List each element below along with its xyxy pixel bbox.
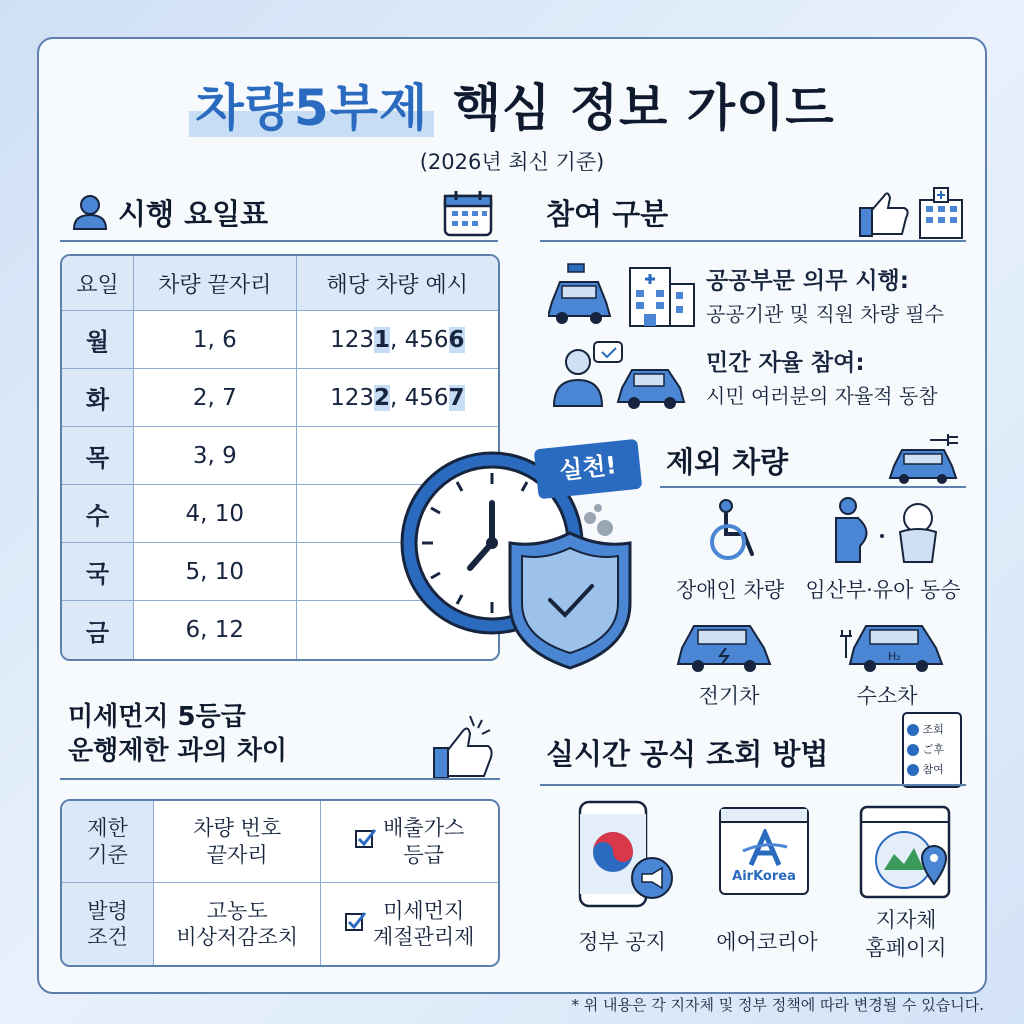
dust-heading [68, 700, 287, 768]
airkorea-logo-icon [721, 829, 807, 869]
cell-dust: 배출가스 등급 [321, 801, 498, 883]
checklist-icon: 조회 ご후 참여 [902, 712, 962, 788]
schedule-heading: 시행 요일표 [118, 197, 269, 231]
digits-cell: 2, 7 [134, 369, 297, 427]
plug-car-icon [888, 428, 966, 484]
checkbox-icon [355, 827, 377, 855]
day-cell: 국 [62, 543, 134, 601]
table-row [62, 369, 498, 427]
exclusions-rule [660, 486, 966, 488]
citizen-car-icon [548, 340, 698, 410]
cell-5bu: 차량 번호 끝자리 [154, 801, 321, 883]
public-title: 공공부문 의무 시행: [706, 268, 909, 294]
exclusions-heading: 제외 차량 [666, 445, 789, 479]
electric-car-icon [676, 614, 776, 672]
cell-dust: 미세먼지 계절관리제 [321, 883, 498, 965]
public-desc: 공공기관 및 직원 차량 필수 [706, 302, 944, 326]
day-cell: 화 [62, 369, 134, 427]
day-cell: 수 [62, 485, 134, 543]
practice-badge: 실천! [534, 439, 643, 500]
source-local-gov[interactable]: 지자체 홈페이지 [865, 908, 947, 960]
digits-cell: 5, 10 [134, 543, 297, 601]
airkorea-window[interactable] [719, 807, 809, 895]
source-gov[interactable]: 정부 공지 [578, 930, 666, 954]
digits-cell: 3, 9 [134, 427, 297, 485]
checkbox-icon [345, 910, 367, 938]
realtime-rule [540, 784, 966, 786]
title-rest: 핵심 정보 가이드 [452, 79, 835, 137]
col-example: 해당 차량 예시 [297, 256, 498, 311]
participation-heading: 참여 구분 [546, 197, 669, 231]
table-row [62, 883, 498, 965]
dust-rule [60, 778, 500, 780]
cell-5bu: 고농도 비상저감조치 [154, 883, 321, 965]
police-car-hospital-icon [548, 262, 698, 328]
participation-rule [540, 240, 966, 242]
private-title: 민간 자율 참여: [706, 350, 865, 376]
realtime-heading: 실시간 공식 조회 방법 [546, 737, 829, 771]
digits-cell: 1, 6 [134, 311, 297, 369]
schedule-rule [60, 240, 498, 242]
source-airkorea[interactable]: 에어코리아 [716, 930, 818, 954]
exclusion-hydrogen: 수소차 [856, 684, 918, 708]
airkorea-logo-text: AirKorea [732, 869, 796, 884]
hydrogen-car-icon [836, 614, 948, 672]
local-gov-window-icon[interactable] [858, 804, 958, 904]
pregnant-baby-icon [826, 496, 946, 566]
table-row [62, 801, 498, 883]
dust-heading-line1: 미세먼지 5등급 [68, 702, 246, 732]
digits-cell: 6, 12 [134, 601, 297, 659]
table-row [62, 311, 498, 369]
example-cell: 1231, 4566 [297, 311, 498, 369]
wheelchair-icon [704, 498, 764, 562]
day-cell: 금 [62, 601, 134, 659]
dust-heading-line2: 운행제한 과의 차이 [68, 736, 288, 766]
thumbs-building-icon [856, 186, 966, 240]
exclusion-electric: 전기차 [698, 684, 760, 708]
exclusion-disabled: 장애인 차량 [675, 578, 785, 602]
page-title [0, 68, 1024, 140]
page-subtitle: (2026년 최신 기준) [419, 150, 605, 174]
col-day: 요일 [62, 256, 134, 311]
footnote: * 위 내용은 각 지자체 및 정부 정책에 따라 변경될 수 있습니다. [571, 996, 984, 1014]
gov-phone-icon[interactable] [576, 800, 686, 910]
example-cell: 1232, 4567 [297, 369, 498, 427]
row-label: 제한 기준 [62, 801, 154, 883]
row-label: 발령 조건 [62, 883, 154, 965]
day-cell: 월 [62, 311, 134, 369]
dust-compare-table [60, 799, 500, 967]
title-highlight: 차량5부제 [189, 79, 434, 137]
calendar-icon [442, 188, 494, 238]
thumbs-up-icon [430, 712, 496, 782]
digits-cell: 4, 10 [134, 485, 297, 543]
private-desc: 시민 여러분의 자율적 동참 [706, 384, 938, 408]
person-icon [70, 192, 110, 232]
table-header-row [62, 256, 498, 311]
exclusion-pregnant: 임산부·유아 동승 [805, 578, 961, 602]
day-cell: 목 [62, 427, 134, 485]
svg-text:H₂: H₂ [888, 650, 901, 663]
col-digits: 차량 끝자리 [134, 256, 297, 311]
